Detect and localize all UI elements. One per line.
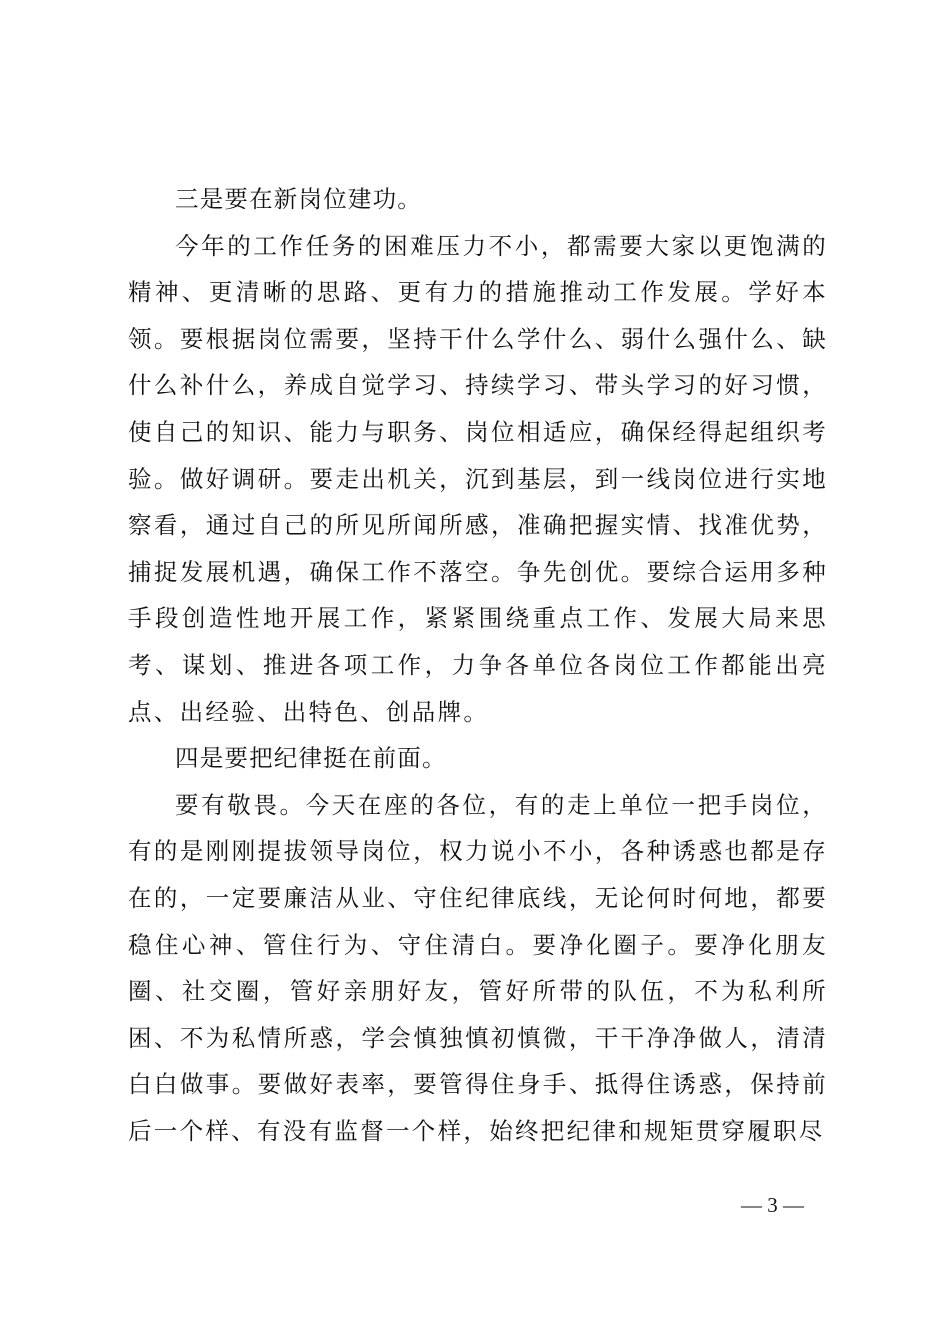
section-heading-three: 三是要在新岗位建功。 [175,185,422,213]
page-number: — 3 — [741,1193,804,1217]
section-heading-four: 四是要把纪律挺在前面。 [175,744,447,773]
paragraph-new-post-achievements: 今年的工作任务的困难压力不小，都需要大家以更饱满的精神、更清晰的思路、更有力的措施推动工作发展。学好本领。要根据岗位需要，坚持干什么学什么、弱什么强什么、缺什么补什么，养成自觉学习、持续学习、带头学习的好习惯，使自己的知识、能力与职务、岗位相适应，确保经得起组织考验。做好调研。要走出机关，沉到基层，到一线岗位进行实地察看，通过自己的所见所闻所感，准确把握实情、找准优势，捕捉发展机遇，确保工作不落空。争先创优。要综合运用多种手段创造性地开展工作，紧紧围绕重点工作、发展大局来思考、谋划、推进各项工作，力争各单位各岗位工作都能出亮点、出经验、出特色、创品牌。 [128,231,828,726]
paragraph-discipline: 要有敬畏。今天在座的各位，有的走上单位一把手岗位，有的是刚刚提拔领导岗位，权力说小不小，各种诱惑也都是存在的，一定要廉洁从业、守住纪律底线，无论何时何地，都要稳住心神、管住行为、守住清白。要净化圈子。要净化朋友圈、社交圈，管好亲朋好友，管好所带的队伍，不为私利所困、不为私情所惑，学会慎独慎初慎微，干干净净做人，清清白白做事。要做好表率，要管得住身手、抵得住诱惑，保持前后一个样、有没有监督一个样，始终把纪律和规矩贯穿履职尽 [128,790,828,1145]
body-text [128,176,828,1154]
